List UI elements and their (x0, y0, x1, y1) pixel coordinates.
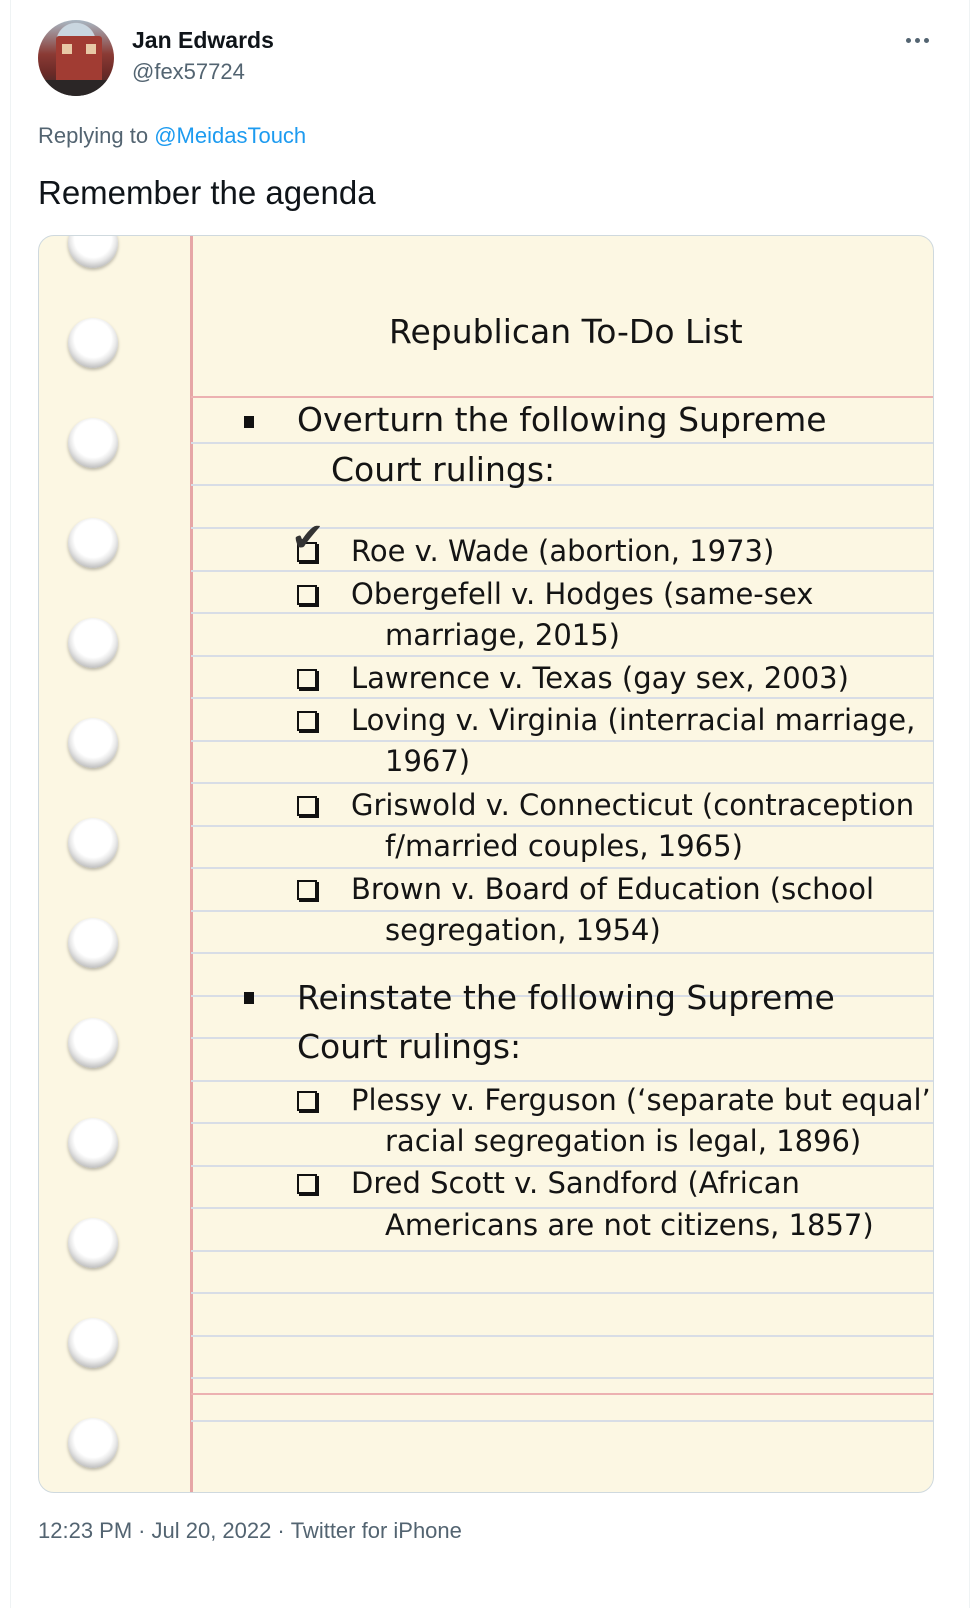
ruled-line (191, 910, 933, 912)
binder-hole-icon (68, 1118, 118, 1168)
ruled-line (191, 825, 933, 827)
section1-heading-line1: Overturn the following Supreme (297, 400, 827, 439)
item-lawrence: Lawrence v. Texas (gay sex, 2003) (351, 661, 849, 695)
replying-prefix: Replying to (38, 123, 149, 148)
section2-heading-line1: Reinstate the following Supreme (297, 978, 835, 1017)
replying-to (38, 123, 306, 149)
note-title: Republican To-Do List (389, 312, 743, 351)
tweet-source[interactable]: Twitter for iPhone (290, 1518, 462, 1543)
tweet-text: Remember the agenda (38, 174, 376, 211)
meta-separator: · (277, 1518, 285, 1543)
checkbox-icon (297, 796, 317, 816)
tweet-date[interactable]: Jul 20, 2022 (151, 1518, 272, 1543)
binder-hole-icon (68, 235, 118, 268)
item-obergefell-cont: marriage, 2015) (385, 618, 620, 652)
ruled-line (191, 1335, 933, 1337)
bullet-icon (244, 416, 254, 428)
binder-hole-icon (68, 1218, 118, 1268)
binder-hole-icon (68, 818, 118, 868)
binder-hole-icon (68, 718, 118, 768)
item-griswold-cont: f/married couples, 1965) (385, 829, 743, 863)
section1-heading-line2: Court rulings: (331, 450, 556, 489)
replying-to-link[interactable]: @MeidasTouch (154, 123, 307, 148)
binder-hole-icon (68, 918, 118, 968)
check-mark-icon: ✔ (291, 515, 325, 561)
ruled-line (191, 1420, 933, 1422)
item-griswold: Griswold v. Connecticut (contraception (351, 788, 915, 822)
item-dred-scott: Dred Scott v. Sandford (African (351, 1166, 800, 1200)
binder-hole-icon (68, 318, 118, 368)
checkbox-icon (297, 880, 317, 900)
checkbox-icon (297, 1174, 317, 1194)
item-loving: Loving v. Virginia (interracial marriage, (351, 703, 916, 737)
bullet-icon (244, 992, 254, 1004)
author-name[interactable]: Jan Edwards (132, 27, 274, 53)
more-options-icon[interactable] (893, 24, 941, 56)
ruled-line (191, 484, 933, 486)
tweet-meta (38, 1518, 462, 1544)
ruled-line (191, 1393, 933, 1395)
ruled-line (191, 396, 933, 398)
item-brown: Brown v. Board of Education (school (351, 872, 875, 906)
binder-hole-icon (68, 1318, 118, 1368)
avatar[interactable] (38, 20, 114, 96)
checkbox-icon (297, 1091, 317, 1111)
item-brown-cont: segregation, 1954) (385, 913, 661, 947)
ruled-line (191, 697, 933, 699)
author-handle[interactable]: @fex57724 (132, 59, 245, 84)
ruled-line (191, 740, 933, 742)
ruled-line (191, 612, 933, 614)
ruled-line (191, 782, 933, 784)
ruled-line (191, 1377, 933, 1379)
item-roe: Roe v. Wade (abortion, 1973) (351, 534, 775, 568)
ruled-line (191, 1250, 933, 1252)
checkbox-icon (297, 669, 317, 689)
item-plessy: Plessy v. Ferguson (‘separate but equal’ (351, 1083, 931, 1117)
binder-hole-icon (68, 418, 118, 468)
item-plessy-cont: racial segregation is legal, 1896) (385, 1124, 862, 1158)
margin-line (190, 236, 193, 1492)
ruled-line (191, 570, 933, 572)
section2-heading-line2: Court rulings: (297, 1027, 522, 1066)
ruled-line (191, 867, 933, 869)
item-obergefell: Obergefell v. Hodges (same-sex (351, 577, 814, 611)
binder-hole-icon (68, 518, 118, 568)
ruled-line (191, 952, 933, 954)
ruled-line (191, 655, 933, 657)
checkbox-icon (297, 585, 317, 605)
tweet-time[interactable]: 12:23 PM (38, 1518, 133, 1543)
binder-hole-icon (68, 1418, 118, 1468)
tweet-image[interactable] (38, 235, 934, 1493)
item-loving-cont: 1967) (385, 744, 471, 778)
item-dred-scott-cont: Americans are not citizens, 1857) (385, 1208, 874, 1242)
meta-separator: · (138, 1518, 146, 1543)
ruled-line (191, 1080, 933, 1082)
ruled-line (191, 442, 933, 444)
ruled-line (191, 1292, 933, 1294)
binder-hole-icon (68, 1018, 118, 1068)
checkbox-icon (297, 711, 317, 731)
binder-hole-icon (68, 618, 118, 668)
